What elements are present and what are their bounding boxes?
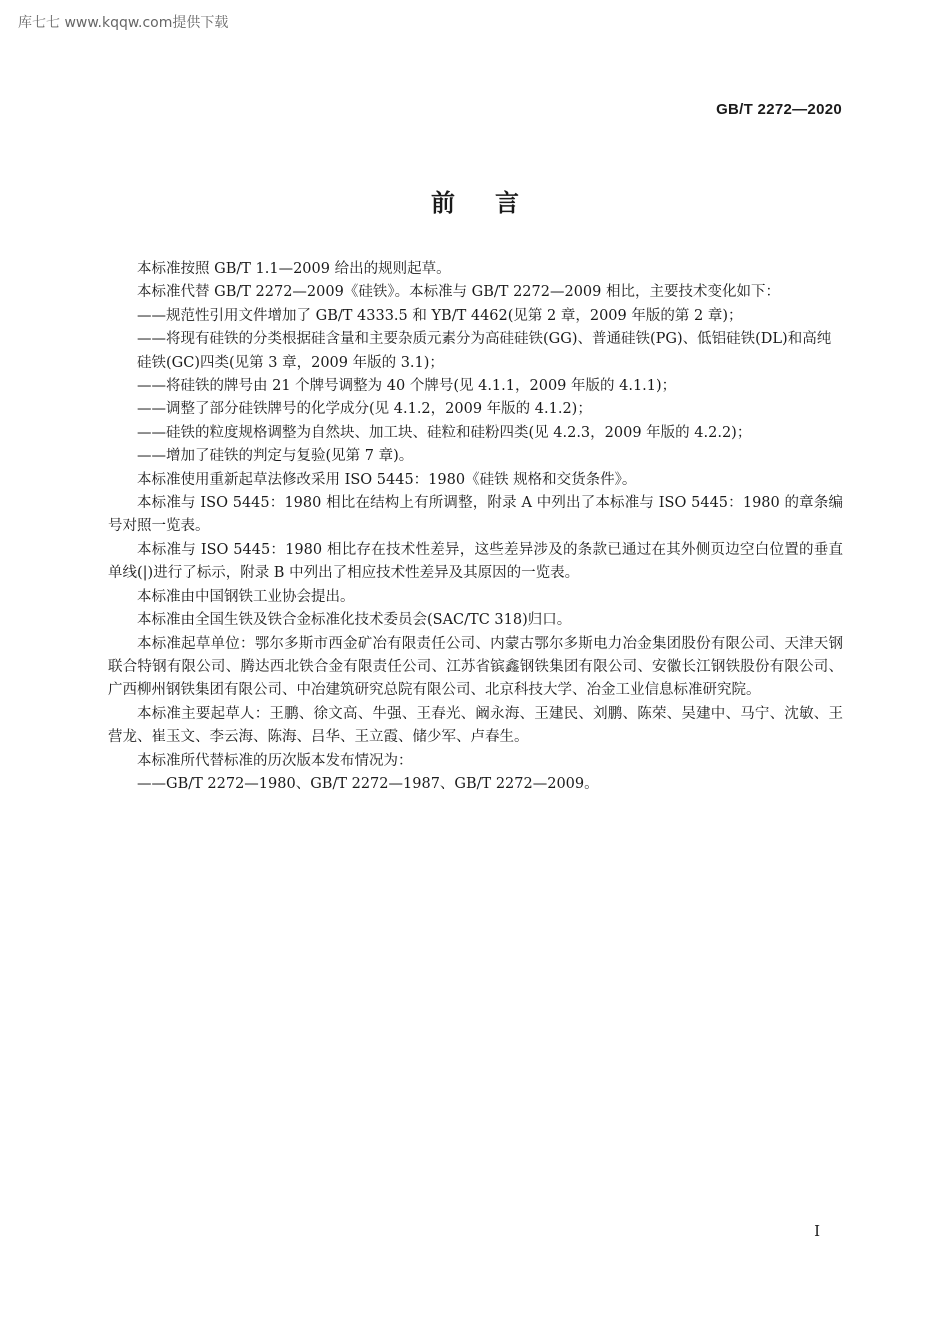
change-item: ——将现有硅铁的分类根据硅含量和主要杂质元素分为高硅硅铁(GG)、普通硅铁(PG)、低铝硅铁(DL)和高纯硅铁(GC)四类(见第 3 章，2009 年版的 3.1)；: [137, 331, 832, 371]
page-number: I: [814, 1222, 820, 1240]
paragraph: 本标准与 ISO 5445：1980 相比在结构上有所调整，附录 A 中列出了本标准与 ISO 5445：1980 的章条编号对照一览表。: [108, 495, 843, 535]
watermark-text: 库七七 www.kqqw.com提供下载: [18, 15, 229, 31]
page-title: 前言: [431, 189, 559, 217]
paragraph: 本标准代替 GB/T 2272—2009《硅铁》。本标准与 GB/T 2272—2009 相比，主要技术变化如下：: [137, 284, 780, 301]
change-item: ——增加了硅铁的判定与复验(见第 7 章)。: [137, 448, 414, 465]
paragraph: 本标准与 ISO 5445：1980 相比存在技术性差异，这些差异涉及的条款已通过在其外侧页边空白位置的垂直单线(|)进行了标示，附录 B 中列出了相应技术性差异及其原因的一览表。: [108, 541, 843, 582]
paragraph: 本标准所代替标准的历次版本发布情况为：: [137, 752, 413, 769]
change-item: ——调整了部分硅铁牌号的化学成分(见 4.1.2，2009 年版的 4.1.2)；: [137, 401, 592, 418]
foreword-body: [108, 258, 843, 796]
paragraph: 本标准使用重新起草法修改采用 ISO 5445：1980《硅铁 规格和交货条件》。: [137, 471, 637, 488]
standard-code: GB/T 2272—2020: [716, 101, 842, 118]
paragraph: 本标准由全国生铁及铁合金标准化技术委员会(SAC/TC 318)归口。: [137, 612, 572, 629]
change-item: ——规范性引用文件增加了 GB/T 4333.5 和 YB/T 4462(见第 2 章，2009 年版的第 2 章)；: [137, 307, 743, 324]
paragraph: 本标准由中国钢铁工业协会提出。: [137, 588, 355, 605]
change-item: ——硅铁的粒度规格调整为自然块、加工块、硅粒和硅粉四类(见 4.2.3，2009 年版的 4.2.2)；: [137, 424, 752, 441]
version-history: ——GB/T 2272—1980、GB/T 2272—1987、GB/T 2272—2009。: [137, 775, 599, 792]
drafters: 本标准主要起草人：王鹏、徐文高、牛强、王春光、阚永海、王建民、刘鹏、陈荣、吴建中、马宁、沈敏、王营龙、崔玉文、李云海、陈海、吕华、王立霞、储少军、卢春生。: [108, 705, 843, 746]
drafting-units: 本标准起草单位：鄂尔多斯市西金矿冶有限责任公司、内蒙古鄂尔多斯电力冶金集团股份有限公司、天津天钢联合特钢有限公司、腾达西北铁合金有限责任公司、江苏省镔鑫钢铁集团有限公司、安徽长江钢铁股份有限公司、广西柳州钢铁集团有限公司、中冶建筑研究总院有限公司、北京科技大学、冶金工业信息标准研究院。: [108, 635, 843, 699]
paragraph: 本标准按照 GB/T 1.1—2009 给出的规则起草。: [137, 261, 451, 277]
change-item: ——将硅铁的牌号由 21 个牌号调整为 40 个牌号(见 4.1.1，2009 年版的 4.1.1)；: [137, 378, 677, 395]
